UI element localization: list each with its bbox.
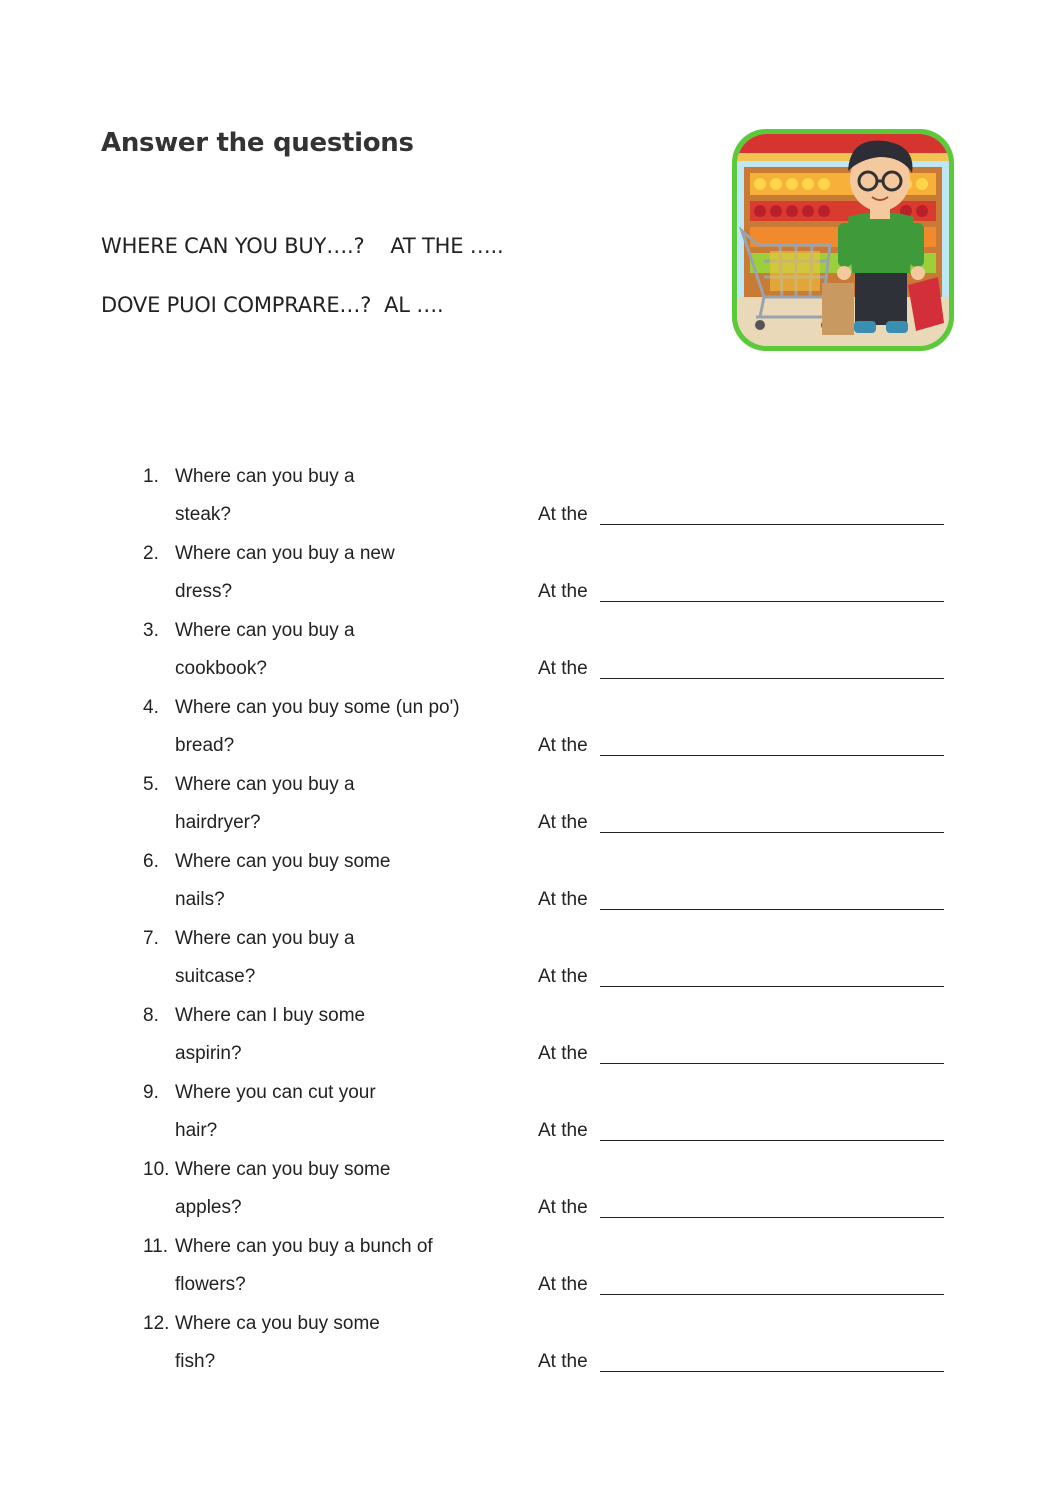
instruction-italian: DOVE PUOI COMPRARE…? AL …. bbox=[101, 293, 444, 317]
question-text-continued: bread? bbox=[175, 735, 235, 756]
question-number: 6. bbox=[143, 851, 159, 872]
answer-label: At the bbox=[538, 1351, 588, 1372]
question-text-continued: nails? bbox=[175, 889, 225, 910]
question-text: Where can you buy some bbox=[175, 851, 391, 872]
answer-label: At the bbox=[538, 1120, 588, 1141]
list-item bbox=[0, 774, 1058, 851]
question-number: 1. bbox=[143, 466, 159, 487]
question-number: 8. bbox=[143, 1005, 159, 1026]
question-text: Where can you buy a bunch of bbox=[175, 1236, 433, 1257]
list-item bbox=[0, 851, 1058, 928]
answer-label: At the bbox=[538, 1043, 588, 1064]
question-number: 4. bbox=[143, 697, 159, 718]
question-text: Where can you buy a new bbox=[175, 543, 395, 564]
list-item bbox=[0, 697, 1058, 774]
list-item bbox=[0, 1082, 1058, 1159]
question-number: 3. bbox=[143, 620, 159, 641]
question-text-continued: flowers? bbox=[175, 1274, 246, 1295]
question-text: Where you can cut your bbox=[175, 1082, 376, 1103]
answer-blank[interactable] bbox=[600, 1371, 944, 1372]
answer-blank[interactable] bbox=[600, 909, 944, 910]
answer-blank[interactable] bbox=[600, 1063, 944, 1064]
question-text: Where can you buy a bbox=[175, 620, 355, 641]
answer-label: At the bbox=[538, 966, 588, 987]
question-text: Where can you buy a bbox=[175, 928, 355, 949]
answer-label: At the bbox=[538, 504, 588, 525]
question-text-continued: hairdryer? bbox=[175, 812, 261, 833]
question-text-continued: cookbook? bbox=[175, 658, 267, 679]
question-text: Where can you buy some (un po') bbox=[175, 697, 460, 718]
list-item bbox=[0, 1236, 1058, 1313]
question-text: Where can you buy a bbox=[175, 774, 355, 795]
list-item bbox=[0, 928, 1058, 1005]
answer-blank[interactable] bbox=[600, 1217, 944, 1218]
question-text: Where can you buy some bbox=[175, 1159, 391, 1180]
question-text-continued: steak? bbox=[175, 504, 231, 525]
answer-label: At the bbox=[538, 658, 588, 679]
answer-blank[interactable] bbox=[600, 601, 944, 602]
answer-blank[interactable] bbox=[600, 1140, 944, 1141]
question-number: 12. bbox=[143, 1313, 170, 1334]
answer-blank[interactable] bbox=[600, 986, 944, 987]
page-title: Answer the questions bbox=[101, 128, 414, 158]
answer-blank[interactable] bbox=[600, 755, 944, 756]
question-number: 10. bbox=[143, 1159, 170, 1180]
question-text-continued: dress? bbox=[175, 581, 233, 602]
list-item bbox=[0, 620, 1058, 697]
question-number: 5. bbox=[143, 774, 159, 795]
answer-blank[interactable] bbox=[600, 678, 944, 679]
question-text-continued: suitcase? bbox=[175, 966, 256, 987]
answer-label: At the bbox=[538, 1197, 588, 1218]
answer-blank[interactable] bbox=[600, 832, 944, 833]
question-text: Where ca you buy some bbox=[175, 1313, 380, 1334]
list-item bbox=[0, 543, 1058, 620]
list-item bbox=[0, 466, 1058, 543]
question-text: Where can I buy some bbox=[175, 1005, 366, 1026]
question-text-continued: fish? bbox=[175, 1351, 216, 1372]
question-number: 11. bbox=[143, 1236, 169, 1257]
question-number: 9. bbox=[143, 1082, 159, 1103]
question-text-continued: apples? bbox=[175, 1197, 242, 1218]
answer-blank[interactable] bbox=[600, 524, 944, 525]
instruction-english: WHERE CAN YOU BUY….? AT THE ….. bbox=[101, 234, 504, 258]
question-number: 2. bbox=[143, 543, 159, 564]
question-text: Where can you buy a bbox=[175, 466, 355, 487]
question-text-continued: hair? bbox=[175, 1120, 218, 1141]
answer-label: At the bbox=[538, 812, 588, 833]
answer-label: At the bbox=[538, 581, 588, 602]
question-text-continued: aspirin? bbox=[175, 1043, 242, 1064]
answer-label: At the bbox=[538, 1274, 588, 1295]
answer-blank[interactable] bbox=[600, 1294, 944, 1295]
list-item bbox=[0, 1313, 1058, 1390]
answer-label: At the bbox=[538, 735, 588, 756]
answer-label: At the bbox=[538, 889, 588, 910]
list-item bbox=[0, 1159, 1058, 1236]
list-item bbox=[0, 1005, 1058, 1082]
question-number: 7. bbox=[143, 928, 159, 949]
